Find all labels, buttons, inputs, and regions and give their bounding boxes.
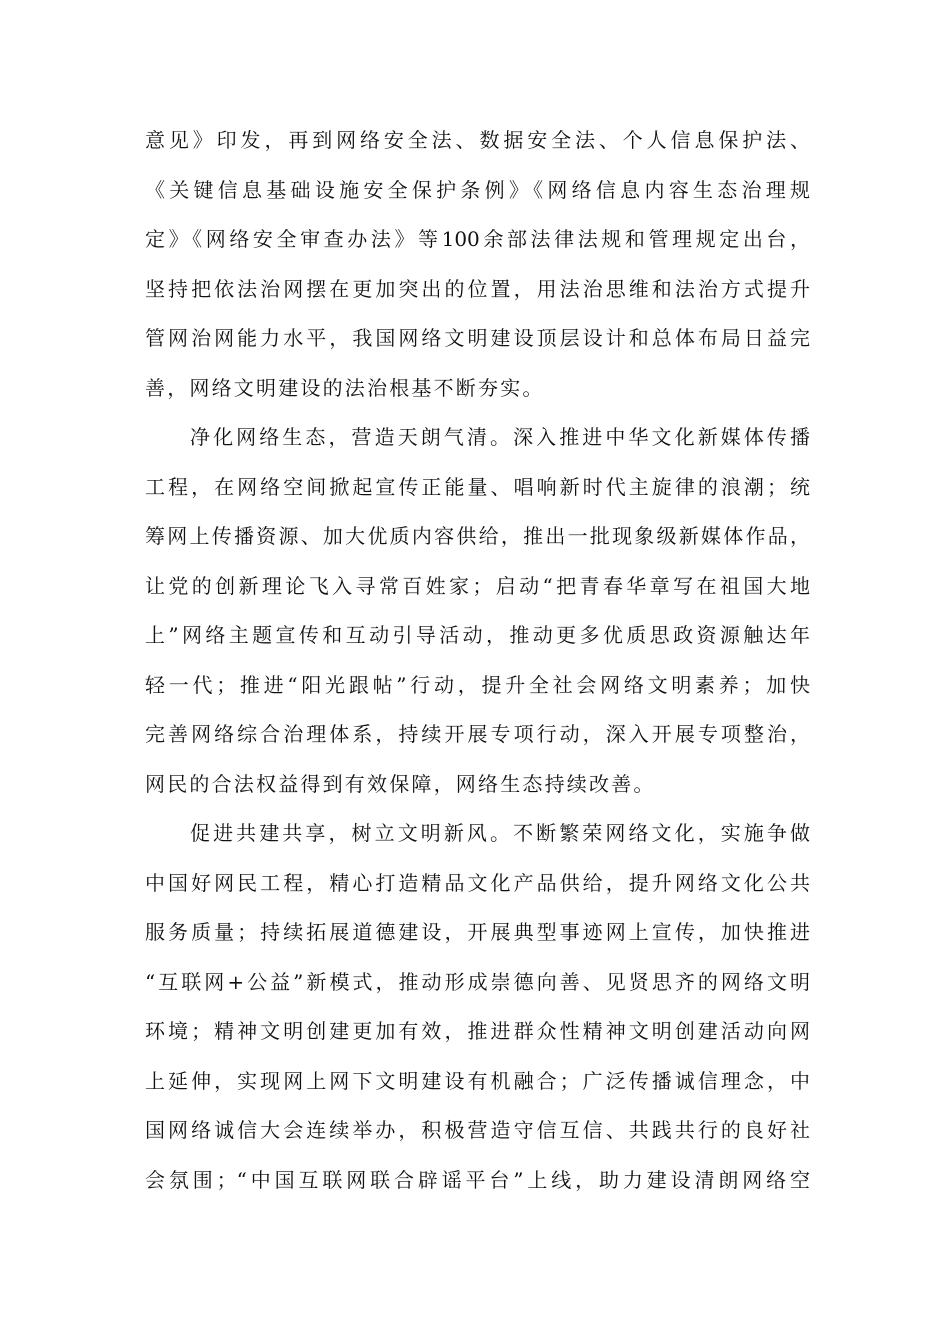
text-line: 坚持把依法治网摆在更加突出的位置，用法治思维和法治方式提升	[145, 276, 810, 301]
text-line: 善，网络文明建设的法治根基不断夯实。	[145, 375, 545, 400]
text-line: 网民的合法权益得到有效保障，网络生态持续改善。	[145, 771, 656, 796]
text-line: 环境；精神文明创建更加有效，推进群众性精神文明创建活动向网	[145, 1019, 810, 1043]
text-line: 筹网上传播资源、加大优质内容供给，推出一批现象级新媒体作品，	[145, 524, 810, 548]
text-line: 上”网络主题宣传和互动引导活动，推动更多优质思政资源触达年	[145, 623, 810, 647]
text-line: 定》《网络安全审查办法》等100余部法律法规和管理规定出台，	[145, 227, 810, 251]
text-line: 管网治网能力水平，我国网络文明建设顶层设计和总体布局日益完	[145, 326, 810, 350]
paragraph-start-line: 促进共建共享，树立文明新风。不断繁荣网络文化，实施争做	[190, 821, 810, 845]
text-line: 意见》印发，再到网络安全法、数据安全法、个人信息保护法、	[145, 128, 810, 152]
text-line: 会氛围；“中国互联网联合辟谣平台”上线，助力建设清朗网络空	[145, 1167, 810, 1192]
text-line: “互联网+公益”新模式，推动形成崇德向善、见贤思齐的网络文明	[145, 969, 810, 994]
text-line: 完善网络综合治理体系，持续开展专项行动，深入开展专项整治，	[145, 722, 810, 746]
text-line: 轻一代；推进“阳光跟帖”行动，提升全社会网络文明素养；加快	[145, 672, 810, 697]
text-line: 《关键信息基础设施安全保护条例》《网络信息内容生态治理规	[145, 177, 810, 202]
text-line: 让党的创新理论飞入寻常百姓家；启动“把青春华章写在祖国大地	[145, 573, 810, 598]
text-line: 国网络诚信大会连续举办，积极营造守信互信、共践共行的良好社	[145, 1118, 810, 1142]
body-text	[145, 128, 810, 1217]
paragraph-start-line: 净化网络生态，营造天朗气清。深入推进中华文化新媒体传播	[190, 425, 810, 449]
text-line: 工程，在网络空间掀起宣传正能量、唱响新时代主旋律的浪潮；统	[145, 474, 810, 499]
text-line: 上延伸，实现网上网下文明建设有机融合；广泛传播诚信理念，中	[145, 1068, 810, 1093]
text-line: 中国好网民工程，精心打造精品文化产品供给，提升网络文化公共	[145, 870, 810, 895]
text-line: 服务质量；持续拓展道德建设，开展典型事迹网上宣传，加快推进	[145, 920, 810, 944]
